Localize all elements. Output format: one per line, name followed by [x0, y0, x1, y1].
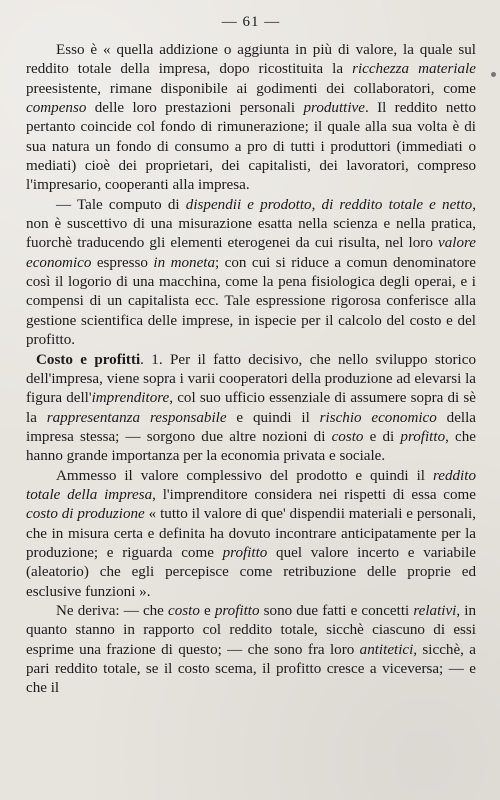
text-span: delle loro prestazioni personali — [86, 100, 304, 117]
italic-text: profitto — [214, 602, 260, 619]
text-span: — Tale computo di — [56, 196, 186, 213]
text-span: Esso è « quella addizione o aggiunta in più di valore, la quale sul reddito totale della impresa, dopo ricostituita la — [26, 42, 476, 78]
text-span: ; con cui si riduce a comun denominatore così il logorio di una macchina, come la pena fisiologica degli operai, e i compensi di un capitalista ecc. Tale espressione rigorosa conferisce alla gestione scientifica delle imprese, in ispecie per il calcolo del costo e del profitto. — [26, 254, 477, 349]
italic-text: costo — [331, 428, 364, 445]
italic-text: costo — [168, 602, 200, 619]
text-span: quel valore incerto e variabile (aleatorio) che egli percepisce come retribuzione delle proprie ed esclusive funzioni ». — [26, 544, 476, 600]
text-span: « tutto il valore di que' dispendii materiali e personali, che in misura certa e definita ha dovuto incontrare anticipatamente per la produzione; e riguarda come — [26, 506, 476, 561]
text-span: sono due fatti e concetti — [259, 602, 414, 619]
text-span: , che hanno grande importanza per la economia privata e sociale. — [26, 428, 477, 465]
paragraph — [26, 351, 476, 467]
text-span: , in quanto stanno in rapporto col reddito totale, sicchè ciascuno di essi esprime una frazione di questo; — che sono fra loro — [26, 602, 477, 658]
text-span: della impresa stessa; — sorgono due altre nozioni di — [26, 409, 476, 445]
italic-text: dispendii e prodotto, di reddito totale e netto — [185, 196, 473, 213]
italic-text: relativi — [413, 602, 457, 619]
italic-text: produttive — [303, 100, 365, 117]
italic-text: rischio economico — [319, 409, 437, 426]
paragraph — [26, 41, 476, 196]
italic-text: rappresentanza responsabile — [46, 409, 227, 426]
italic-text: compenso — [26, 100, 87, 117]
text-span: , l'imprenditore considera nei rispetti di essa come — [152, 486, 476, 503]
text-span: , col suo ufficio essenziale di assumere sopra di sè la — [26, 390, 476, 426]
text-span: e di — [363, 428, 401, 445]
text-span: . Il reddito netto pertanto coincide col fondo di rimunerazione; il quale alla sua volta è di sua natura un fondo di consumo a pro di tutti i produttori (immediati o mediati) cioè dei proprietari, dei capitalisti, dei lavoratori, compreso l'impresario, cooperanti alla impresa. — [26, 100, 476, 194]
text-span: e quindi il — [226, 409, 320, 426]
italic-text: in moneta — [153, 254, 216, 271]
italic-text: reddito totale della impresa — [26, 467, 476, 503]
text-span: , sicchè, a pari reddito totale, se il costo scema, il profitto cresce a viceversa; — e che il — [26, 641, 476, 697]
page-number: — 61 — — [221, 14, 281, 30]
text-span: . 1. Per il fatto decisivo, che nello sviluppo storico dell'impresa, viene sopra i varii cooperatori della produzione ad elevarsi la figura dell' — [26, 351, 476, 407]
margin-speck — [491, 72, 496, 77]
page-text-body — [26, 41, 476, 699]
paragraph — [26, 196, 476, 351]
paragraph — [26, 467, 476, 602]
italic-text: antitetici — [359, 641, 414, 658]
italic-text: imprenditore — [91, 390, 170, 407]
paragraph — [26, 602, 476, 699]
italic-text: profitto — [400, 428, 446, 445]
text-span: e — [199, 602, 215, 619]
text-span: preesistente, rimane disponibile ai godimenti dei collaboratori, come — [26, 80, 476, 97]
text-span: , non è suscettivo di una misurazione esatta nella scienza e nella pratica, fuorchè traducendo gli elementi eterogenei da cui risulta, nel loro — [26, 196, 476, 252]
text-span: Ammesso il valore complessivo del prodotto e quindi il — [56, 467, 433, 484]
italic-text: profitto — [222, 544, 268, 561]
text-span: espresso — [91, 254, 154, 271]
text-span: Ne deriva: — che — [56, 602, 168, 619]
section-title: Costo e profitti — [36, 351, 141, 368]
italic-text: costo di produzione — [26, 506, 145, 523]
italic-text: ricchezza materiale — [352, 61, 476, 78]
italic-text: valore economico — [26, 235, 476, 271]
